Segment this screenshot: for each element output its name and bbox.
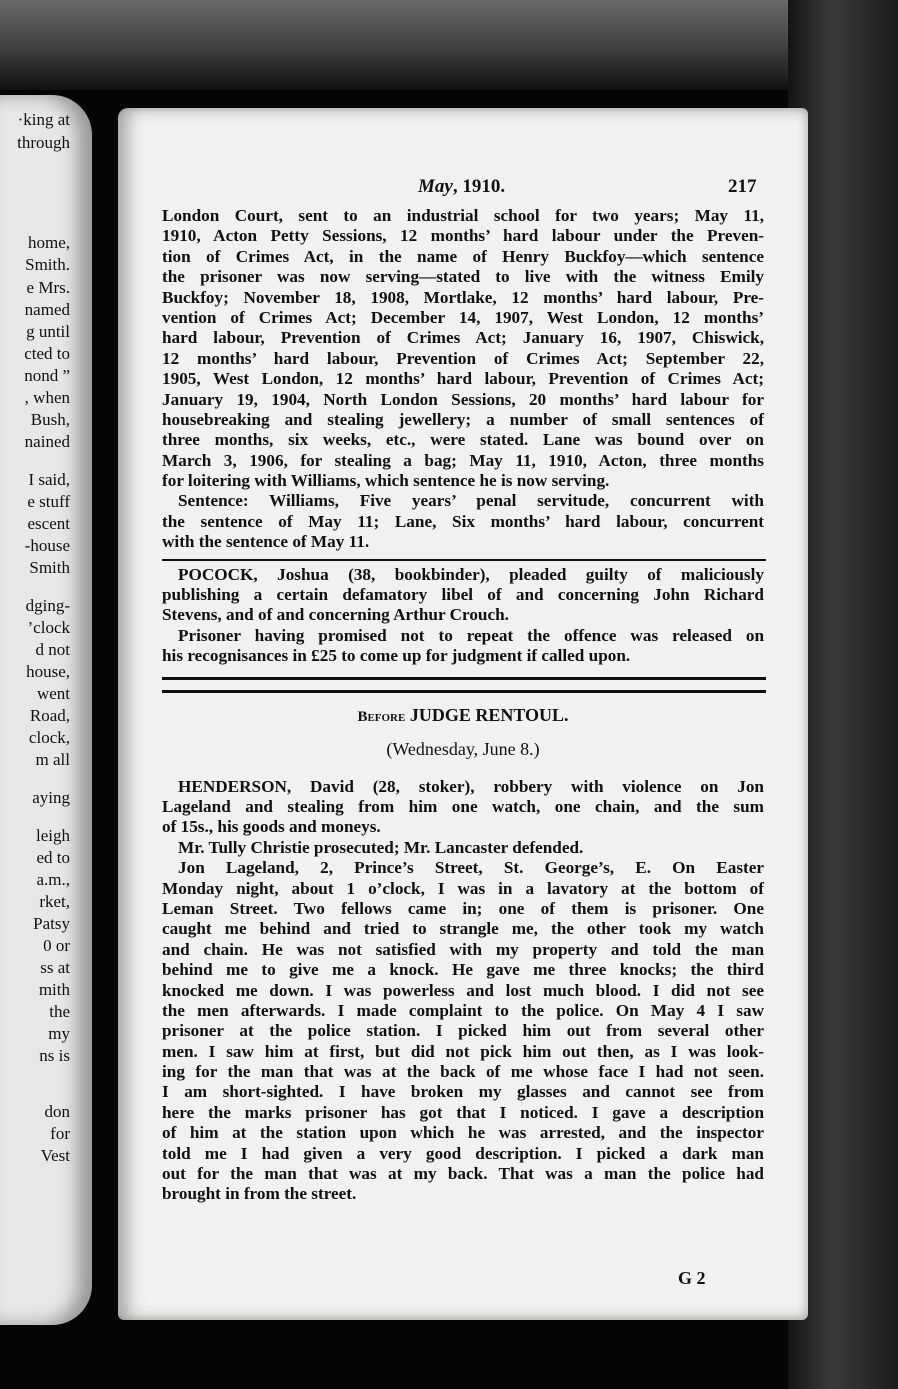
left-page-fragment: leigh [36,826,70,845]
text-line: brought in from the street. [162,1184,357,1204]
left-page-fragment: nained [24,432,70,451]
left-page-fragment: clock, [28,728,70,747]
text-line: of 15s., his goods and moneys. [162,817,381,837]
pocock-case [162,565,764,667]
text-line: told me I had given a very good description. I picked a dark man [162,1143,764,1163]
page-body [162,206,764,1205]
left-page-fragment: Smith [29,558,70,577]
left-page-fragment: rket, [39,892,70,911]
left-page-fragment: d not [35,640,70,659]
text-line: Lageland and stealing from him one watch, one chain, and the sum [162,796,764,816]
text-line: behind me to give me a knock. He gave me three knocks; the third [162,960,764,980]
text-line: of him at the station upon which he was arrested, and the inspector [162,1123,764,1143]
witness-testimony [162,858,764,1205]
left-page-fragment: 0 or [43,936,70,955]
left-page-fragment: escent [27,514,70,533]
record-continuation [162,206,764,491]
text-line: here the marks prisoner has got that I noticed. I gave a description [162,1102,764,1122]
left-page-fragment: my [48,1024,70,1043]
page-number: 217 [728,176,757,197]
left-page-fragment: ns is [39,1046,70,1065]
text-line: tion of Crimes Act, in the name of Henry Buckfoy—which sentence [162,246,764,266]
text-line: his recognisances in £25 to come up for judgment if called upon. [162,646,631,666]
left-page-fragment: -house [24,536,70,555]
text-line: Monday night, about 1 o’clock, I was in a lavatory at the bottom of [162,878,764,898]
left-page-fragment: don [44,1102,70,1121]
text-line: the prisoner was now serving—stated to live with the witness Emily [162,267,764,287]
text-line: vention of Crimes Act; December 14, 1907, West London, 12 months’ [162,307,764,327]
left-page-fragment: for [50,1124,70,1143]
text-line: Prisoner having promised not to repeat the offence was released on [178,625,764,645]
left-page-fragment: house, [26,662,70,681]
left-page-fragment: g until [26,322,70,341]
text-line: out for the man that was at my back. That was a man the police had [162,1164,764,1184]
left-page-fragment: cted to [24,344,70,363]
left-page-fragment: the [49,1002,70,1021]
text-line: Leman Street. Two fellows came in; one of them is prisoner. One [162,898,764,918]
text-line: and chain. He was not satisfied with my property and told the man [162,939,764,959]
text-line: men. I saw him at first, but did not pick him out then, as I was look- [162,1041,764,1061]
text-line: I am short-sighted. I have broken my glasses and cannot see from [162,1082,764,1102]
text-line: London Court, sent to an industrial school for two years; May 11, [162,206,764,225]
sentence-paragraph [162,491,764,552]
text-line: Jon Lageland, 2, Prince’s Street, St. George’s, E. On Easter [178,858,764,878]
text-line: knocked me down. I was powerless and lost much blood. I did not see [162,980,764,1000]
text-line: HENDERSON, David (28, stoker), robbery with violence on Jon [178,776,764,796]
text-line: prisoner at the police station. I picked him out from several other [162,1021,764,1041]
text-line: three months, six weeks, etc., were stated. Lane was bound over on [162,430,764,450]
left-page-fragment: a.m., [36,870,70,889]
left-page-fragment: e Mrs. [26,278,70,297]
text-line: Sentence: Williams, Five years’ penal servitude, concurrent with [178,491,764,511]
double-rule [162,677,766,693]
left-page-fragment: went [36,684,70,703]
left-page-fragment: aying [32,788,70,807]
text-line: the men afterwards. I made complaint to the police. On May 4 I saw [162,1000,764,1020]
henderson-case [162,777,764,859]
book-page [118,108,808,1320]
date-line: (Wednesday, June 8.) [386,738,540,759]
left-page-fragment: nond ” [24,366,70,385]
text-line: January 19, 1904, North London Sessions, 20 months’ hard labour for [162,389,764,409]
judge-heading: Before JUDGE RENTOUL. [357,704,569,725]
text-line: hard labour, Prevention of Crimes Act; January 16, 1907, Chiswick, [162,328,764,348]
left-page-fragment: home, [27,233,70,252]
left-page-fragment: dging- [25,596,70,615]
section-rule [162,559,766,561]
text-line: Mr. Tully Christie prosecuted; Mr. Lancaster defended. [178,837,584,857]
left-page-fragment: Vest [40,1146,70,1165]
left-page-fragment: e stuff [27,492,70,511]
running-head: May, 1910. [418,176,506,197]
page-header [118,176,808,202]
text-line: 1905, West London, 12 months’ hard labour, Prevention of Crimes Act; [162,369,764,389]
text-line: 1910, Acton Petty Sessions, 12 months’ hard labour under the Preven- [162,226,764,246]
left-page-edge [0,95,92,1325]
text-line: caught me behind and tried to strangle me, the other took my watch [162,919,764,939]
text-line: publishing a certain defamatory libel of and concerning John Richard [162,585,764,605]
text-line: March 3, 1906, for stealing a bag; May 11, 1910, Acton, three months [162,450,764,470]
left-page-fragment: named [24,300,70,319]
left-page-fragment: Smith. [25,255,70,274]
left-page-fragment: , when [24,388,70,407]
text-line: with the sentence of May 11. [162,532,370,552]
left-page-fragment: ss at [40,958,70,977]
left-page-fragment: mith [38,980,70,999]
text-line: 12 months’ hard labour, Prevention of Crimes Act; September 22, [162,348,764,368]
left-page-fragment: ’clock [27,618,70,637]
left-page-fragment: Bush, [30,410,70,429]
left-page-fragment: m all [35,750,70,769]
left-page-fragment: Patsy [33,914,70,933]
text-line: for loitering with Williams, which sentence he is now serving. [162,471,610,491]
text-line: Buckfoy; November 18, 1908, Mortlake, 12 months’ hard labour, Pre- [162,287,764,307]
left-page-fragment: I said, [28,470,70,489]
left-page-fragment: Road, [29,706,70,725]
left-page-fragment: through [17,133,70,152]
text-line: Stevens, and of and concerning Arthur Crouch. [162,605,509,625]
text-line: housebreaking and stealing jewellery; a number of small sentences of [162,409,764,429]
text-line: the sentence of May 11; Lane, Six months’ hard labour, concurrent [162,511,764,531]
left-page-fragment: ·king at [17,110,70,129]
text-line: POCOCK, Joshua (38, bookbinder), pleaded guilty of maliciously [178,564,764,584]
text-line: ing for the man that was at the back of me whose face I had not seen. [162,1062,764,1082]
signature-mark: G 2 [678,1268,706,1288]
scan-top-shadow [0,0,898,90]
left-page-fragment: ed to [36,848,70,867]
